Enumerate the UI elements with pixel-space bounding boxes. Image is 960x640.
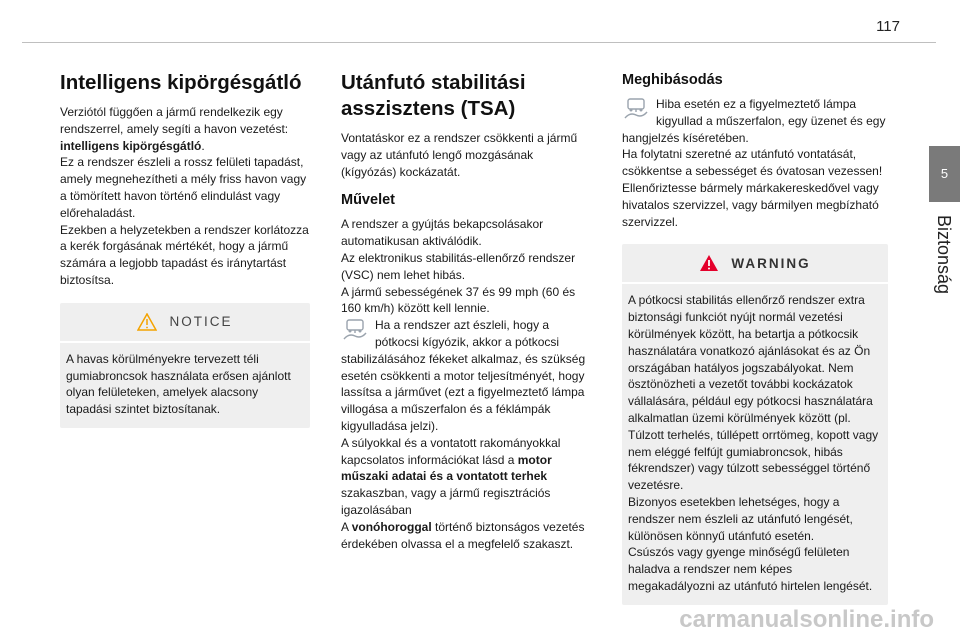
operation-paragraph-2: Az elektronikus stabilitás-ellenőrző rendszer (VSC) nem lehet hibás. [341, 250, 576, 282]
notice-header [66, 303, 304, 341]
warning-paragraph-3: Csúszós vagy gyenge minőségű felületen haladva a rendszer nem képes megakadályozni az utánfutó hirtelen lengését. [628, 545, 873, 593]
traction-paragraph-2: Ez a rendszer észleli a rossz felületi tapadást, amely megnehezítheti a mély friss havon vagy a tömörített havon történő elindulást vagy előrehaladást. [60, 155, 307, 220]
header-divider [22, 42, 936, 43]
warning-triangle-icon [699, 254, 719, 272]
notice-title: NOTICE [169, 314, 233, 330]
section-title-traction: Intelligens kipörgésgátló [60, 71, 302, 94]
warning-header [628, 244, 882, 282]
trailer-sway-warning-icon [341, 319, 369, 341]
traction-paragraph-3: Ezekben a helyzetekben a rendszer korlátozza a kerék forgásának mértékét, hogy a jármű számára a legjobb tapadást és iránytartást biztosítsa. [60, 222, 309, 287]
subsection-title-operation: Művelet [341, 192, 395, 209]
malfunction-paragraph-2: Ha folytatni szeretné az utánfutó vontatását, csökkentse a sebességet és óvatosan vezessen! [622, 147, 883, 179]
warning-paragraph-2: Bizonyos esetekben lehetséges, hogy a rendszer nem észleli az utánfutó lengését, különösen könnyű utánfutó esetén. [628, 494, 853, 543]
notice-divider [60, 341, 310, 343]
operation-paragraph-5: A súlyokkal és a vontatott rakományokkal kapcsolatos információkat lásd a motor műszaki adatai és a vontatott terhek szakaszban, vagy a jármű regisztrációs igazolásában [341, 435, 561, 517]
warning-box [622, 244, 888, 604]
tsa-intro: Vontatáskor ez a rendszer csökkenti a jármű vagy az utánfutó lengő mozgásának (kígyózás) kockázatát. [341, 131, 578, 179]
notice-text: A havas körülményekre tervezett téli gumiabroncsok használata erősen ajánlott olyan felületeken, amelyek alacsony tapadási szintet biztosítanak. [66, 351, 291, 417]
traction-paragraph-1: Verziótól függően a jármű rendelkezik egy rendszerrel, amely segíti a havon vezetést: intelligens kipörgésgátló. [60, 105, 289, 153]
chapter-label: Biztonság [934, 215, 954, 295]
column-trailer-stability [341, 70, 591, 552]
operation-paragraph-4: Ha a rendszer azt észleli, hogy a pótkocsi kígyózik, akkor a pótkocsi stabilizálásához fékeket alkalmaz, és szükség esetén csökkenti a motor teljesítményét, hogy lassítsa a járművet (ezt a figyelmeztető lámpa villogása a műszerfalon és a féklámpák kigyulladása jelzi). [341, 318, 586, 433]
page-number: 117 [876, 18, 900, 35]
operation-paragraph-3: A jármű sebességének 37 és 99 mph (60 és 160 km/h) között kell lennie. [341, 284, 576, 316]
malfunction-paragraph-1: Hiba esetén ez a figyelmeztető lámpa kigyullad a műszerfalon, egy üzenet és egy hangjelzés kíséretében. [622, 97, 886, 145]
operation-paragraph-1: A rendszer a gyújtás bekapcsolásakor automatikusan aktiválódik. [341, 217, 544, 249]
caution-triangle-icon [137, 313, 157, 331]
notice-box [60, 303, 310, 428]
watermark: carmanualsonline.info [679, 606, 934, 633]
malfunction-paragraph-3: Ellenőriztesse bármely márkakereskedővel vagy hivatalos szervizzel, vagy bármilyen megbízható szervizzel. [622, 180, 879, 229]
chapter-tab[interactable]: 5 [929, 146, 960, 202]
column-traction-control [60, 70, 310, 428]
trailer-sway-warning-icon [622, 98, 650, 120]
warning-title: WARNING [731, 255, 811, 271]
section-title-tsa: Utánfutó stabilitási asszisztens (TSA) [341, 71, 526, 120]
column-malfunction [622, 70, 888, 605]
warning-paragraph-1: A pótkocsi stabilitás ellenőrző rendszer extra biztonsági funkciót nyújt normál vezetési körülmények között, ha betartja a pótkocsik használatára vonatkozó ajánlásokat és az Ön országában hatályos jogszabályokat. Nem ösztönözheti a vezetőt további kockázatok vállalására, például egy pótkocsi használatára alkalmatlan üzemi körülmények között (pl. Túlzott terhelés, túllépett orrtömeg, kopott vagy nem eléggé felfújt gumiabroncsok, hibás fékrendszer) vagy túlzott sebességgel történő vezetésre. [628, 293, 879, 493]
subsection-title-malfunction: Meghibásodás [622, 72, 723, 88]
operation-paragraph-6: A vonóhoroggal történő biztonságos vezetés érdekében olvassa el a megfelelő szakaszt. [341, 519, 585, 551]
warning-divider [622, 282, 888, 284]
